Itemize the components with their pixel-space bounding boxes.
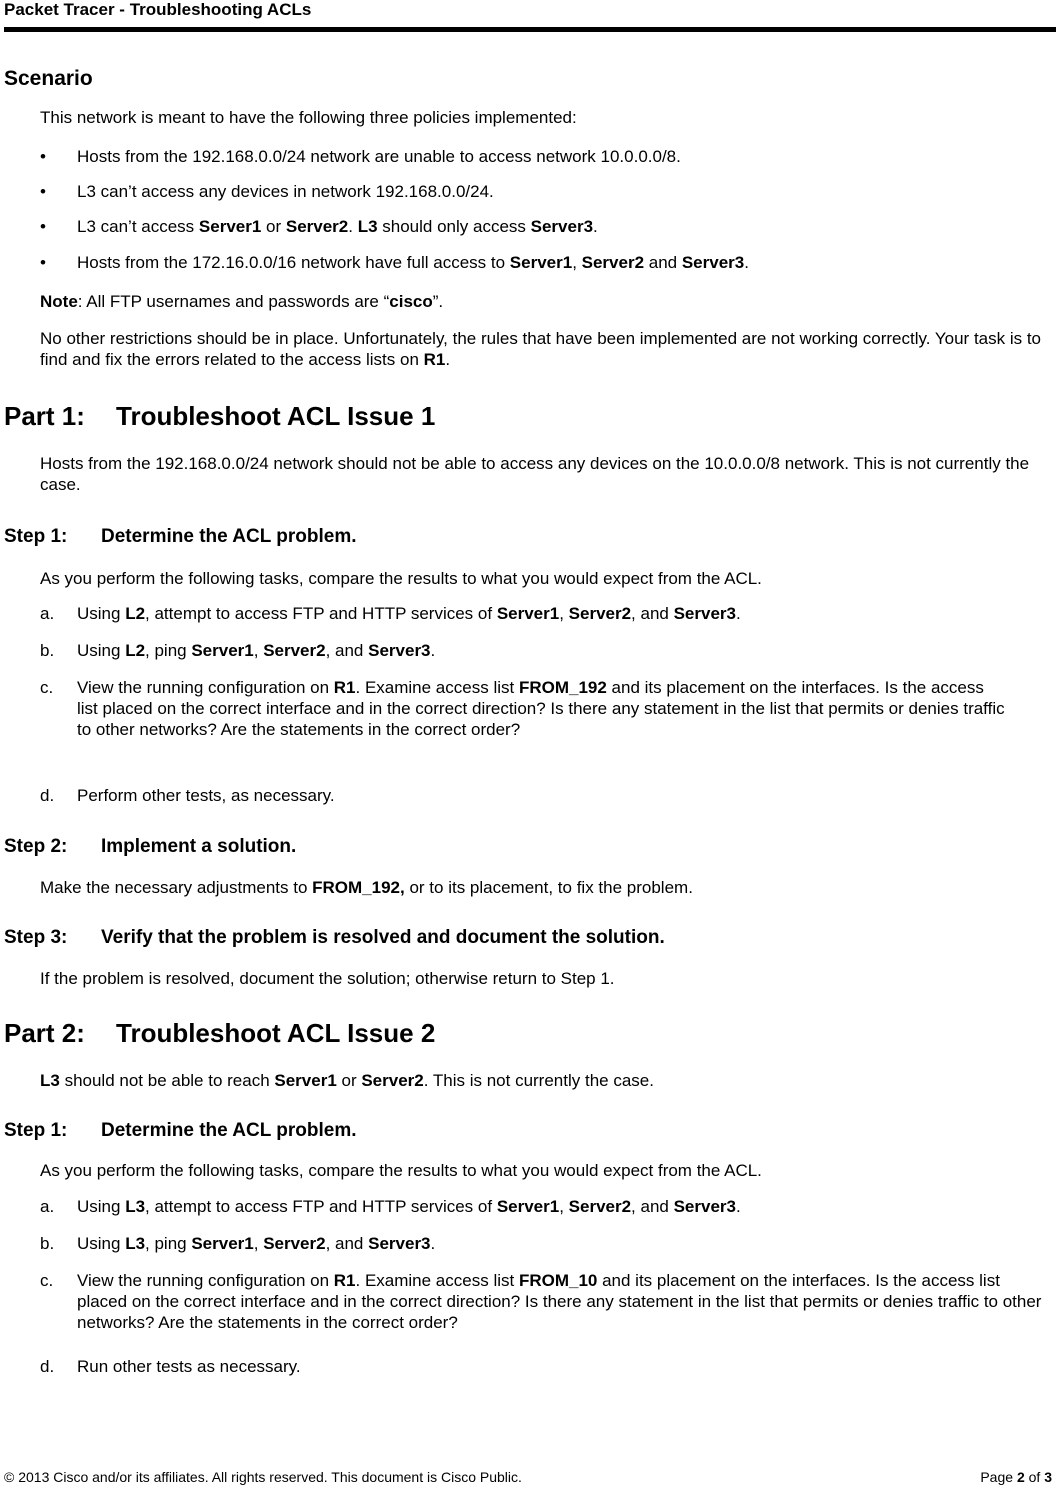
part2-step1-intro: As you perform the following tasks, compare the results to what you would expect from the ACL. — [40, 1161, 762, 1180]
part2-intro: L3 should not be able to reach Server1 or Server2. This is not currently the case. — [40, 1071, 654, 1090]
part1-step1-heading: Step 1: Determine the ACL problem. — [4, 526, 357, 547]
part1-step3-text: If the problem is resolved, document the solution; otherwise return to Step 1. — [40, 969, 615, 988]
part1-step2-heading: Step 2: Implement a solution. — [4, 836, 297, 857]
bullet-icon: • — [40, 253, 46, 272]
part2-heading: Part 2: Troubleshoot ACL Issue 2 — [4, 1018, 436, 1048]
part1-heading: Part 1: Troubleshoot ACL Issue 1 — [4, 401, 436, 431]
part1-step3-heading: Step 3: Verify that the problem is resolved and document the solution. — [4, 927, 665, 948]
scenario-heading: Scenario — [4, 67, 93, 90]
bullet-icon: • — [40, 217, 46, 236]
part1-step2-text: Make the necessary adjustments to FROM_192, or to its placement, to fix the problem. — [40, 878, 693, 897]
part1-step1-intro: As you perform the following tasks, compare the results to what you would expect from the ACL. — [40, 569, 762, 588]
scenario-intro: This network is meant to have the following three policies implemented: — [40, 108, 577, 127]
part1-intro: Hosts from the 192.168.0.0/24 network should not be able to access any devices on the 10.0.0.0/8 network. This is not currently the case. — [40, 454, 1030, 494]
scenario-closing: No other restrictions should be in place. Unfortunately, the rules that have been implemented are not working correctly. Your task is to find and fix the errors related to the access lists on R1. — [40, 329, 1042, 369]
scenario-note: Note: All FTP usernames and passwords are “cisco”. — [40, 292, 444, 311]
page-header — [4, 0, 1056, 32]
page-footer — [4, 1468, 1052, 1486]
bullet-icon: • — [40, 182, 46, 201]
page-number: Page 2 of 3 — [980, 1469, 1052, 1485]
copyright-text: © 2013 Cisco and/or its affiliates. All rights reserved. This document is Cisco Public. — [4, 1469, 522, 1485]
bullet-icon: • — [40, 147, 46, 166]
document-title: Packet Tracer - Troubleshooting ACLs — [4, 0, 312, 19]
part2-step1-heading: Step 1: Determine the ACL problem. — [4, 1120, 357, 1141]
